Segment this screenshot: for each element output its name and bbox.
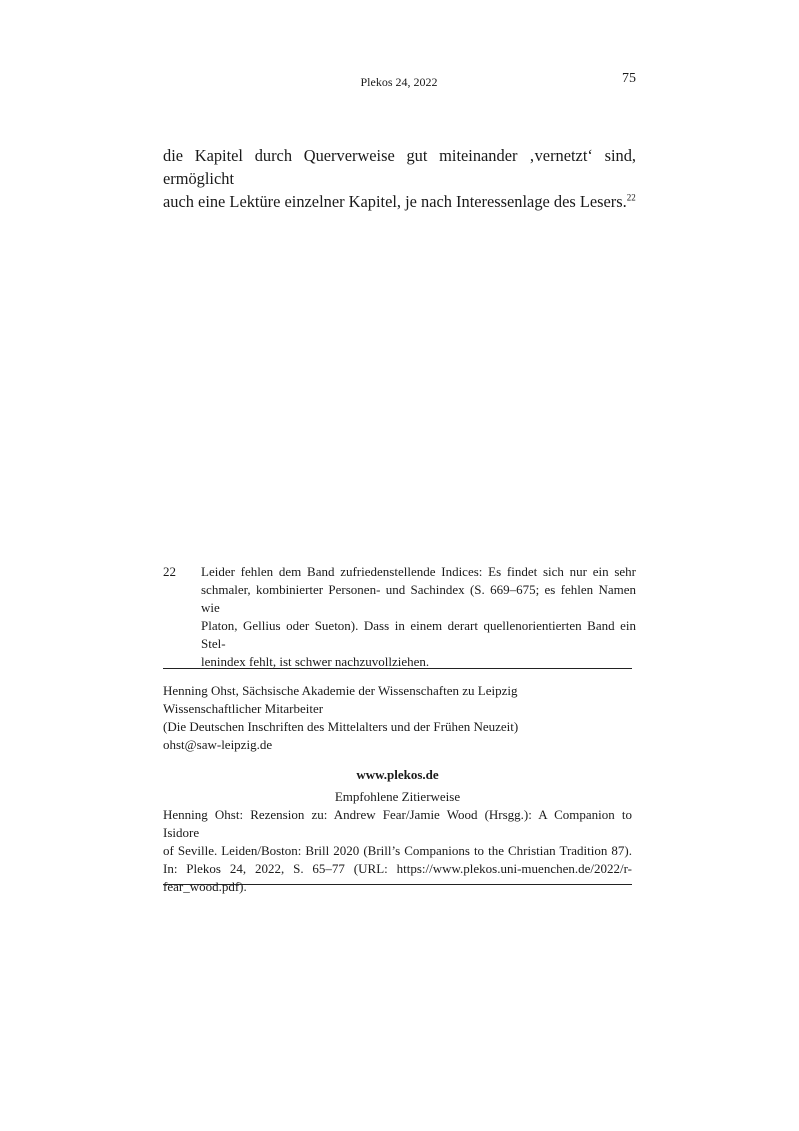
divider-bottom [163, 884, 632, 885]
author-position: Wissenschaftlicher Mitarbeiter [163, 701, 324, 716]
citation-line: In: Plekos 24, 2022, S. 65–77 (URL: https://www.plekos.uni-muenchen.de/2022/r- [163, 861, 632, 876]
citation-line: Henning Ohst: Rezension zu: Andrew Fear/Jamie Wood (Hrsgg.): A Companion to Isidore [163, 807, 632, 840]
running-head: Plekos 24, 2022 [360, 75, 438, 89]
footnote [163, 563, 636, 671]
citation-line: of Seville. Leiden/Boston: Brill 2020 (Brill’s Companions to the Christian Tradition 87). [163, 843, 632, 858]
citation-line: fear_wood.pdf). [163, 879, 247, 894]
footnote-line: lenindex fehlt, ist schwer nachzuvollziehen. [201, 654, 430, 669]
author-project: (Die Deutschen Inschriften des Mittelalters und der Frühen Neuzeit) [163, 719, 519, 734]
footnote-text [201, 563, 636, 671]
author-email[interactable]: ohst@saw-leipzig.de [163, 737, 273, 752]
body-line: die Kapitel durch Querverweise gut miteinander ‚vernetzt‘ sind, ermöglicht [163, 146, 636, 188]
footnote-reference[interactable]: 22 [626, 192, 636, 203]
body-paragraph [163, 144, 636, 213]
footnote-line: Leider fehlen dem Band zufriedenstellende Indices: Es findet sich nur ein sehr [201, 564, 636, 579]
author-block [163, 682, 518, 754]
footnote-number: 22 [163, 564, 176, 579]
site-link[interactable]: www.plekos.de [356, 767, 439, 782]
footnote-line: schmaler, kombinierter Personen- und Sachindex (S. 669–675; es fehlen Namen wie [201, 582, 636, 615]
body-line-text: auch eine Lektüre einzelner Kapitel, je nach Interessenlage des Lesers. [163, 192, 627, 211]
divider-top [163, 668, 632, 669]
citation-heading: Empfohlene Zitierweise [334, 789, 461, 804]
page-number: 75 [622, 71, 636, 86]
footnote-line: Platon, Gellius oder Sueton). Dass in einem derart quellenorientierten Band ein Stel- [201, 618, 636, 651]
body-line-last [163, 190, 636, 213]
citation-text [163, 806, 632, 896]
author-name-affiliation: Henning Ohst, Sächsische Akademie der Wissenschaften zu Leipzig [163, 683, 518, 698]
